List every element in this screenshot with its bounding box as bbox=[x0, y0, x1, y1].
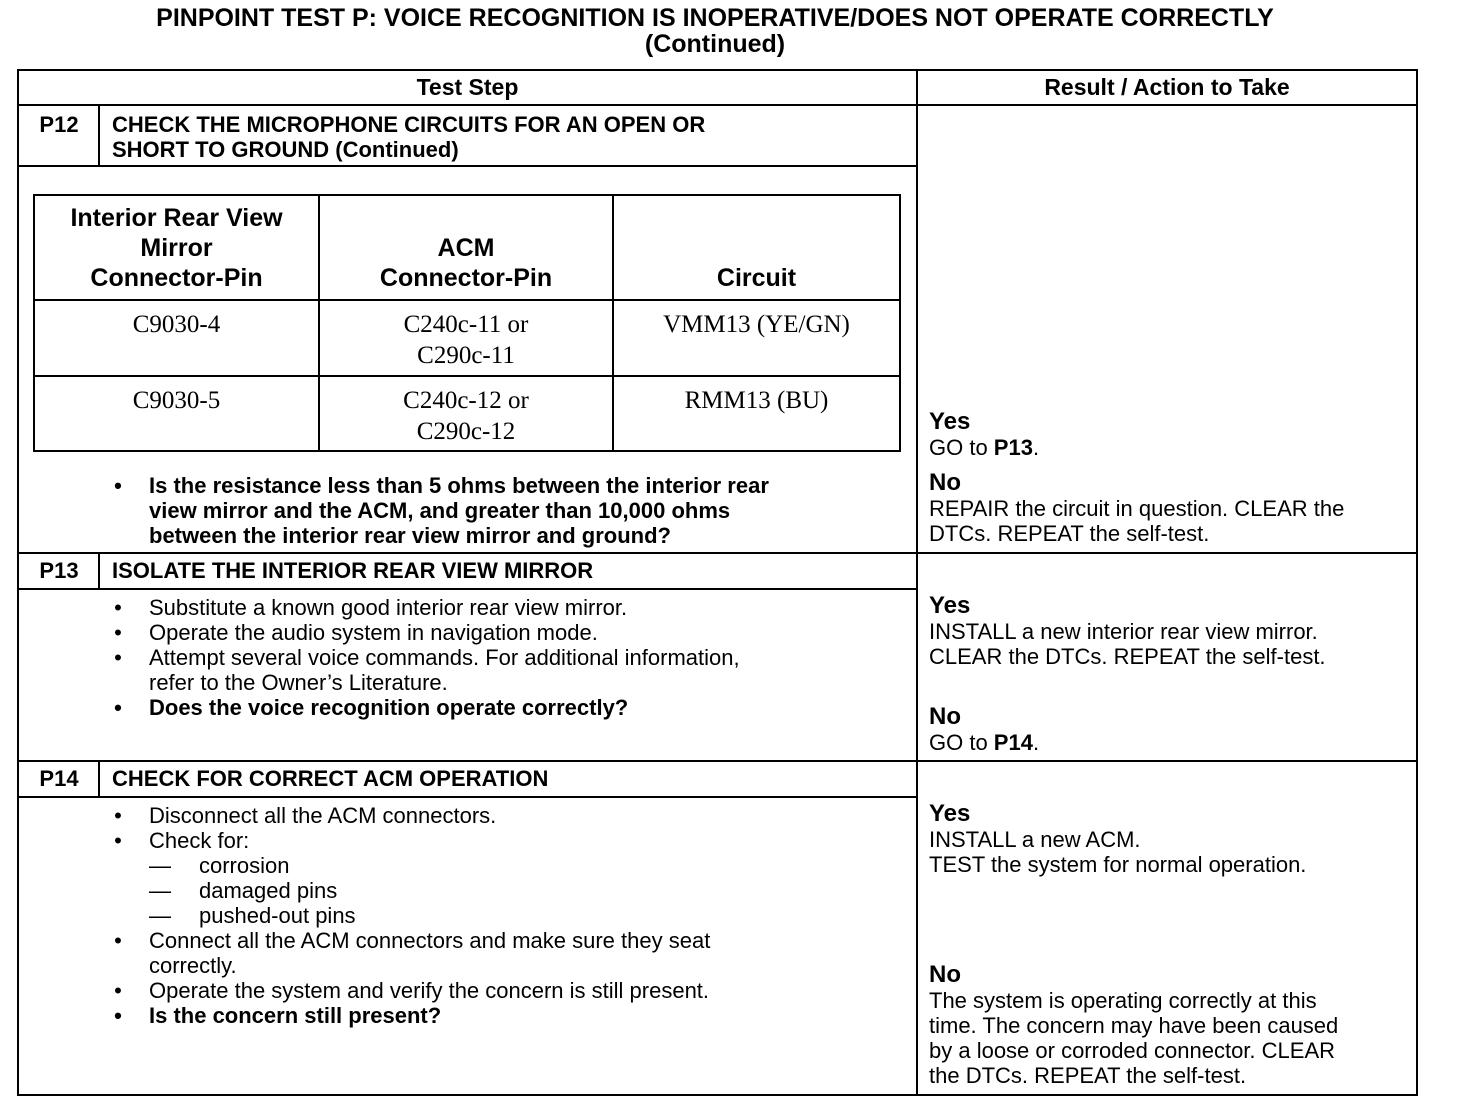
page-title: PINPOINT TEST P: VOICE RECOGNITION IS INOPERATIVE/DOES NOT OPERATE CORRECTLY bbox=[156, 4, 1274, 32]
result-header: Result / Action to Take bbox=[1044, 74, 1290, 100]
list-item: • Disconnect all the ACM connectors. bbox=[108, 803, 710, 828]
header-rule bbox=[17, 104, 1418, 106]
bullet-icon: • bbox=[114, 473, 122, 498]
bullet-icon: • bbox=[114, 595, 122, 620]
list-item: • Connect all the ACM connectors and make sure they seat bbox=[108, 928, 710, 953]
p12-yes-action: GO to P13. bbox=[929, 435, 1040, 460]
yes-label: Yes bbox=[929, 592, 971, 619]
mirror-pin-column-header: Interior Rear View Mirror Connector-Pin bbox=[34, 195, 319, 300]
p12-step-title: CHECK THE MICROPHONE CIRCUITS FOR AN OPEN OR SHORT TO GROUND (Continued) bbox=[112, 112, 706, 162]
bullet-icon: • bbox=[114, 803, 122, 828]
bullet-icon: • bbox=[114, 645, 122, 670]
test-step-header: Test Step bbox=[416, 74, 519, 100]
dash-icon: — bbox=[149, 878, 171, 903]
dash-icon: — bbox=[149, 903, 171, 928]
p13-step-title: ISOLATE THE INTERIOR REAR VIEW MIRROR bbox=[112, 558, 594, 583]
p13-step-id: P13 bbox=[39, 558, 79, 583]
sub-item: — pushed-out pins bbox=[149, 903, 356, 928]
bullet-icon: • bbox=[114, 695, 122, 720]
dash-icon: — bbox=[149, 853, 171, 878]
p14-steps bbox=[108, 803, 710, 1028]
sub-item: — damaged pins bbox=[149, 878, 338, 903]
list-item-question: • Is the concern still present? bbox=[108, 1003, 710, 1028]
acm-pin-cell: C240c-12 or C290c-12 bbox=[319, 376, 613, 451]
p12-step-id: P12 bbox=[39, 112, 79, 137]
bullet-icon: • bbox=[114, 928, 122, 953]
sub-item: — corrosion bbox=[149, 853, 290, 878]
p13-result-no: No GO to P14. bbox=[929, 704, 1417, 755]
table-row bbox=[34, 376, 900, 451]
list-item-continued: refer to the Owner’s Literature. bbox=[149, 670, 448, 695]
p12-result bbox=[929, 409, 1417, 546]
p14-result-yes: Yes INSTALL a new ACM. TEST the system for normal operation. bbox=[929, 801, 1417, 877]
mirror-pin-cell: C9030-4 bbox=[34, 300, 319, 376]
bullet-icon: • bbox=[114, 978, 122, 1003]
page-subtitle: (Continued) bbox=[644, 30, 786, 58]
p13-result-yes: Yes INSTALL a new interior rear view mirror. CLEAR the DTCs. REPEAT the self-test. bbox=[929, 593, 1417, 669]
yes-label: Yes bbox=[929, 408, 971, 435]
circuit-column-header: Circuit bbox=[613, 195, 900, 300]
p14-step-title: CHECK FOR CORRECT ACM OPERATION bbox=[112, 766, 549, 791]
p12-title-rule bbox=[17, 165, 917, 167]
p12-no-action: REPAIR the circuit in question. CLEAR the DTCs. REPEAT the self-test. bbox=[929, 496, 1345, 546]
p13-steps bbox=[108, 595, 740, 720]
list-item-continued: correctly. bbox=[149, 953, 237, 978]
bullet-icon: • bbox=[114, 1003, 122, 1028]
pin-circuit-table bbox=[33, 194, 901, 452]
p14-result-no: No The system is operating correctly at this time. The concern may have been caused by a loose or corroded connector. CLEAR the DTCs. REPEAT the self-test. bbox=[929, 962, 1417, 1088]
no-label: No bbox=[929, 703, 961, 730]
list-item: • Check for: bbox=[108, 828, 710, 853]
bullet-icon: • bbox=[114, 620, 122, 645]
list-item: • Substitute a known good interior rear view mirror. bbox=[108, 595, 740, 620]
p14-step-id: P14 bbox=[39, 766, 79, 791]
acm-pin-column-header: ACM Connector-Pin bbox=[319, 195, 613, 300]
p13-title-rule bbox=[17, 588, 917, 590]
yes-label: Yes bbox=[929, 800, 971, 827]
circuit-cell: RMM13 (BU) bbox=[613, 376, 900, 451]
p12-question: • Is the resistance less than 5 ohms between the interior rear view mirror and the ACM, and greater than 10,000 ohms between the interior rear view mirror and ground? bbox=[108, 473, 769, 548]
list-item: • Attempt several voice commands. For additional information, bbox=[108, 645, 740, 670]
no-label: No bbox=[929, 469, 961, 496]
list-item-question: • Does the voice recognition operate correctly? bbox=[108, 695, 740, 720]
p13-bottom-rule bbox=[17, 760, 1418, 762]
p12-bottom-rule bbox=[17, 552, 1418, 554]
bullet-icon: • bbox=[114, 828, 122, 853]
table-row bbox=[34, 300, 900, 376]
list-item: • Operate the system and verify the concern is still present. bbox=[108, 978, 710, 1003]
no-label: No bbox=[929, 961, 961, 988]
column-divider bbox=[916, 69, 918, 1096]
p14-title-rule bbox=[17, 796, 917, 798]
circuit-cell: VMM13 (YE/GN) bbox=[613, 300, 900, 376]
mirror-pin-cell: C9030-5 bbox=[34, 376, 319, 451]
acm-pin-cell: C240c-11 or C290c-11 bbox=[319, 300, 613, 376]
list-item: • Operate the audio system in navigation mode. bbox=[108, 620, 740, 645]
